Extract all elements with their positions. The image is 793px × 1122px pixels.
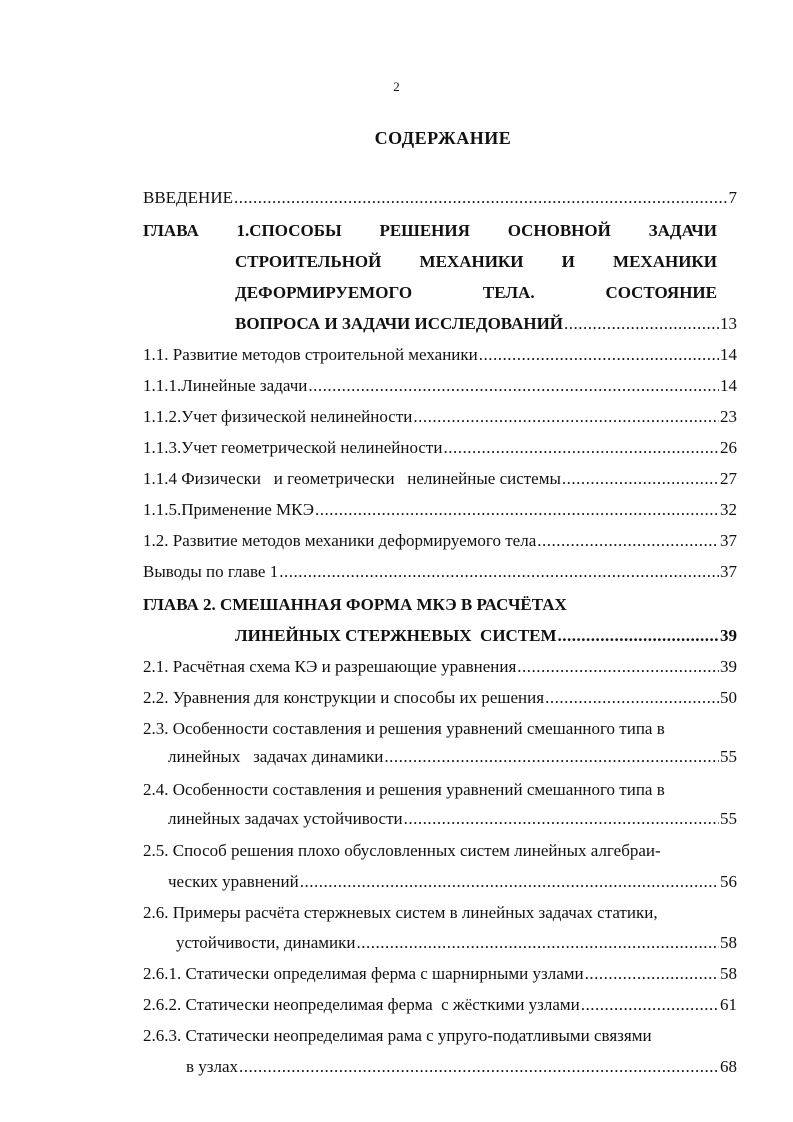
- dot-leader: [413, 406, 719, 428]
- toc-entry-text: 2.3. Особенности составления и решения уравнений смешанного типа в: [143, 719, 665, 738]
- toc-entry-text: 1.1.1.Линейные задачи: [143, 376, 308, 395]
- toc-entry-text: ВВЕДЕНИЕ: [143, 188, 233, 207]
- toc-entry-page: 37: [720, 531, 737, 550]
- toc-entry-page: 32: [720, 500, 737, 519]
- toc-entry-text: 1.1.5.Применение МКЭ: [143, 500, 314, 519]
- toc-entry-page: 39: [720, 657, 737, 676]
- toc-entry-text: 2.6.2. Статически неопределимая ферма с жёсткими узлами: [143, 995, 580, 1014]
- toc-entry-text: в узлах: [186, 1057, 239, 1076]
- toc-entry[interactable]: [143, 437, 737, 459]
- toc-entry[interactable]: [143, 656, 737, 678]
- toc-entry-multiline-line1[interactable]: [143, 1025, 737, 1047]
- chapter2-heading-line1[interactable]: [143, 594, 737, 616]
- toc-entry-text: Выводы по главе 1: [143, 562, 279, 581]
- toc-entry-page: 14: [720, 376, 737, 395]
- toc-entry-page: 37: [720, 562, 737, 581]
- chapter1-word: МЕХАНИКИ: [613, 252, 717, 271]
- chapter1-word: РЕШЕНИЯ: [379, 221, 470, 240]
- toc-entry-page: 26: [720, 438, 737, 457]
- chapter1-word: ГЛАВА: [143, 221, 199, 240]
- toc-entry-page: 58: [720, 933, 737, 952]
- toc-entry[interactable]: [143, 499, 737, 521]
- toc-entry-multiline-line1[interactable]: [143, 902, 737, 924]
- dot-leader: [585, 963, 719, 985]
- toc-entry-page: 50: [720, 688, 737, 707]
- dot-leader: [315, 499, 719, 521]
- chapter1-word: ЗАДАЧИ: [648, 221, 717, 240]
- toc-entry-text: 1.2. Развитие методов механики деформируемого тела: [143, 531, 537, 550]
- dot-leader: [564, 313, 719, 335]
- toc-entry-text: линейных задачах устойчивости: [168, 809, 403, 828]
- toc-entry-text: ГЛАВА 2. СМЕШАННАЯ ФОРМА МКЭ В РАСЧЁТАХ: [143, 595, 567, 614]
- chapter1-word: ТЕЛА.: [482, 283, 535, 302]
- toc-entry[interactable]: [143, 994, 737, 1016]
- toc-entry-page: 61: [720, 995, 737, 1014]
- dot-leader: [384, 746, 719, 768]
- dot-leader: [239, 1056, 719, 1078]
- toc-entry[interactable]: [143, 963, 737, 985]
- dot-leader: [300, 871, 719, 893]
- dot-leader: [234, 187, 728, 209]
- chapter1-heading-line2[interactable]: [235, 251, 717, 273]
- toc-entry-page: 55: [720, 809, 737, 828]
- chapter1-word: ДЕФОРМИРУЕМОГО: [235, 283, 413, 302]
- toc-entry-page: 39: [720, 626, 737, 645]
- toc-entry-multiline-line1[interactable]: [143, 840, 737, 862]
- toc-entry-text: 2.1. Расчётная схема КЭ и разрешающие уравнения: [143, 657, 517, 676]
- toc-entry[interactable]: [143, 530, 737, 552]
- toc-entry-multiline-line1[interactable]: [143, 718, 737, 740]
- dot-leader: [545, 687, 719, 709]
- toc-entry-multiline-line2[interactable]: [176, 932, 737, 954]
- toc-entry-text: 1.1.4 Физически и геометрически нелинейные системы: [143, 469, 561, 488]
- toc-entry-text: 1.1.3.Учет геометрической нелинейности: [143, 438, 443, 457]
- toc-entry-page: 55: [720, 747, 737, 766]
- dot-leader: [279, 561, 719, 583]
- chapter2-heading-line2[interactable]: [235, 625, 737, 647]
- toc-entry-multiline-line2[interactable]: [168, 808, 737, 830]
- chapter1-word: 1.СПОСОБЫ: [236, 221, 342, 240]
- toc-entry[interactable]: [143, 406, 737, 428]
- toc-entry-text: 2.2. Уравнения для конструкции и способы их решения: [143, 688, 545, 707]
- chapter1-word: МЕХАНИКИ: [419, 252, 524, 271]
- toc-entry-multiline-line2[interactable]: [186, 1056, 737, 1078]
- dot-leader: [581, 994, 719, 1016]
- toc-entry-text: 2.6.1. Статически определимая ферма с шарнирными узлами: [143, 964, 584, 983]
- dot-leader: [479, 344, 719, 366]
- toc-entry[interactable]: [143, 375, 737, 397]
- dot-leader: [562, 468, 719, 490]
- toc-entry-text: ВОПРОСА И ЗАДАЧИ ИССЛЕДОВАНИЙ: [235, 314, 564, 333]
- toc-entry-page: 68: [720, 1057, 737, 1076]
- toc-entry-text: 1.1. Развитие методов строительной механики: [143, 345, 478, 364]
- toc-entry-multiline-line2[interactable]: [168, 746, 737, 768]
- page-title: СОДЕРЖАНИЕ: [374, 128, 512, 148]
- chapter1-word: СТРОИТЕЛЬНОЙ: [235, 252, 382, 271]
- toc-entry[interactable]: [143, 468, 737, 490]
- toc-entry-page: 27: [720, 469, 737, 488]
- toc-entry-multiline-line2[interactable]: [168, 871, 737, 893]
- toc-entry-intro[interactable]: [143, 187, 737, 209]
- chapter1-heading-line4[interactable]: [235, 313, 737, 335]
- toc-entry-text: линейных задачах динамики: [168, 747, 384, 766]
- toc-entry-text: ЛИНЕЙНЫХ СТЕРЖНЕВЫХ СИСТЕМ: [235, 626, 557, 645]
- toc-entry[interactable]: [143, 344, 737, 366]
- toc-entry-page: 56: [720, 872, 737, 891]
- toc-entry-text: 1.1.2.Учет физической нелинейности: [143, 407, 413, 426]
- dot-leader: [517, 656, 719, 678]
- dot-leader: [558, 625, 719, 647]
- toc-entry-multiline-line1[interactable]: [143, 779, 737, 801]
- toc-entry-page: 13: [720, 314, 737, 333]
- toc-entry-text: устойчивости, динамики: [176, 933, 356, 952]
- dot-leader: [308, 375, 719, 397]
- dot-leader: [443, 437, 719, 459]
- dot-leader: [404, 808, 719, 830]
- chapter1-heading-line3[interactable]: [235, 282, 717, 304]
- toc-entry-text: 2.6.3. Статически неопределимая рама с упруго-податливыми связями: [143, 1026, 652, 1045]
- toc-entry-page: 58: [720, 964, 737, 983]
- toc-entry-text: 2.6. Примеры расчёта стержневых систем в линейных задачах статики,: [143, 903, 658, 922]
- chapter1-word: И: [561, 252, 575, 271]
- chapter1-word: ОСНОВНОЙ: [507, 221, 611, 240]
- toc-entry[interactable]: [143, 561, 737, 583]
- toc-entry[interactable]: [143, 687, 737, 709]
- toc-entry-text: 2.4. Особенности составления и решения уравнений смешанного типа в: [143, 780, 665, 799]
- toc-entry-text: 2.5. Способ решения плохо обусловленных систем линейных алгебраи-: [143, 841, 661, 860]
- dot-leader: [537, 530, 719, 552]
- chapter1-word: СОСТОЯНИЕ: [605, 283, 717, 302]
- chapter1-heading-line1[interactable]: [143, 220, 717, 242]
- page-number: 2: [393, 79, 400, 94]
- toc-entry-text: ческих уравнений: [168, 872, 299, 891]
- toc-entry-page: 7: [728, 188, 737, 207]
- toc-entry-page: 23: [720, 407, 737, 426]
- dot-leader: [357, 932, 719, 954]
- toc-entry-page: 14: [720, 345, 737, 364]
